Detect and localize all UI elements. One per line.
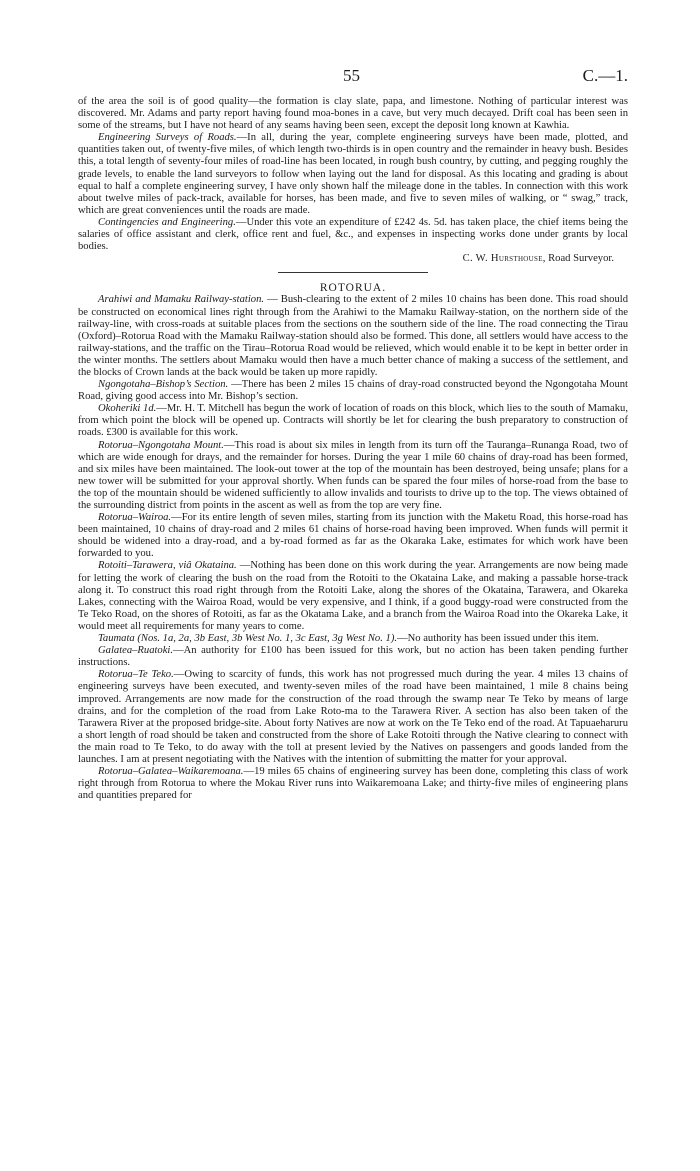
entry-paragraph [78,512,628,560]
entry-heading: Rotorua–Te Teko. [98,669,174,681]
entry-body: —Mr. H. T. Mitchell has begun the work of location of roads on this block, which lies to the south of Mamaku, from which point the block will be opened up. Contracts will shortly be let for clearing the bush preparatory to construction of roads. £300 is available for this work. [78,403,628,439]
entry-paragraph [78,379,628,403]
entry-heading: Rotoiti–Tarawera, viâ Okataina. [98,560,237,572]
section-title: ROTORUA. [319,282,387,295]
section-divider [278,272,428,273]
entry-body: — Bush-clearing to the extent of 2 miles 10 chains has been done. This road should be constructed on economical lines right through from the Arahiwi to the Mamaku Railway-station, on the northern side of the railway-line, with cross-roads at suitable places from the sections on the southern side of the line. The road connecting the Tirau (Oxford)–Rotorua Road with the Mamaku Railway-station should also be formed. This done, all settlers would have access to the railway-stations, and the traffic on the Tirau–Rotorua Road would be relieved, which would enable it to be kept in better order in the winter months. The settlers about Mamaku would then have a much better chance of making a success of the settlement, and the blocks of Crown lands at the back would be taken up more rapidly. [78,294,628,378]
document-reference: C.—1. [582,66,628,85]
entry-heading: Ngongotaha–Bishop’s Section. [98,379,229,391]
entry-heading: Galatea–Ruatoki. [98,645,174,657]
entry-paragraph [78,560,628,633]
body-text [78,96,628,802]
page-header [78,66,628,88]
entry-body: —Owing to scarcity of funds, this work has not progressed much during the year. 4 miles 13 chains of engineering surveys have been executed, and twenty-seven miles of the road have been maintained, 1 mile 8 chains being improved. Arrangements are now made for the construction of the road through the swamp near Te Teko by means of large drains, and for the completion of the road from Lake Roto-ma to the Tarawera River. A section has also been taken of the Tarawera River at the proposed bridge-site. About forty Natives are now at work on the Te Teko end of the road. At Tapuaeharuru a short length of road should be taken and constructed from the shore of Lake Rotoiti through the Native clearing to connect with the main road to Te Teko, to do away with the toll at present levied by the Natives on passengers and goods landed from the launches. I am at present negotiating with the Natives with the intention of submitting the matter for your approval. [78,669,629,765]
paragraph-geology: of the area the soil is of good quality—the formation is clay slate, papa, and limestone. Nothing of particular interest was discovered. Mr. Adams and party report having found moa-bones in a cave, but very much decayed. Drift coal has been seen in some of the streams, but I have not heard of any seams having been seen, except the deposit long known at Kawhia. [78,96,628,132]
entry-body: —Nothing has been done on this work during the year. Arrangements are now being made for letting the work of clearing the bush on the road from the Rotoiti to the Okataina Lake, and making a passable horse-track along it. To construct this road right through from the Rotoiti Lake, along the shores of the Okataina, Tarawera, and Okareka Lakes, connecting with the Wairoa Road, would be very expensive, and I think, if a good buggy-road were constructed from the Te Teko Road, on the shores of Rotoiti, as far as the Okatama Lake, and a branch from the Wairoa Road into the Okareka Lake, it would meet all requirements for many years to come. [78,560,629,632]
entry-body: —An authority for £100 has been issued for this work, but no action has been taken pending further instructions. [78,645,628,669]
document-page [78,66,628,802]
entry-heading: Rotorua–Wairoa. [98,512,172,524]
entry-paragraph [78,645,628,669]
page-number: 55 [343,66,360,85]
entry-paragraph [78,440,628,513]
entry-heading: Rotorua–Ngongotaha Mount. [98,439,224,451]
paragraph-heading: Contingencies and Engineering. [98,216,236,228]
entry-body: —There has been 2 miles 15 chains of dray-road constructed beyond the Ngongotaha Mount Road, giving good access into Mr. Bishop’s section. [78,379,628,403]
paragraph-body: —Under this vote an expenditure of £242 4s. 5d. has taken place, the chief items being the salaries of office assistant and clerk, office rent and fuel, &c., and expenses in inspecting works done under grants by local bodies. [78,216,628,253]
signature [78,253,628,265]
paragraph-heading: Engineering Surveys of Roads. [98,132,237,144]
paragraph-contingencies [78,217,628,253]
entry-body: —19 miles 65 chains of engineering survey has been done, completing this class of work right through from Rotorua to where the Mokau River runs into Waikaremoana Lake; and thirty-five miles of engineering plans and quantities prepared for [78,766,628,802]
entry-paragraph [78,633,628,645]
signature-title: , Road Surveyor. [542,253,614,265]
entry-body: —For its entire length of seven miles, starting from its junction with the Maketu Road, this horse-road has been maintained, 10 chains of dray-road and 2 miles 61 chains of horse-road having been improved. When funds will permit it should be widened into a dray-road, and a by-road formed as far as the Okaraka Lake, estimates for which work have been forwarded to you. [78,512,628,560]
entry-paragraph [78,294,628,379]
entry-paragraph [78,669,628,766]
entry-paragraph [78,403,628,439]
paragraph-body: —In all, during the year, complete engineering surveys have been made, plotted, and quantities taken out, of twenty-five miles, of which length two-thirds is in open country and the remainder in heavy bush. Besides this, a total length of seventy-four miles of road-line has been located, in rough bush country, by cutting, and pegging roughly the grade levels, to enable the land surveyors to follow when laying out the land for disposal. As this locating and grading is about equal to half a complete engineering survey, I have only shown half the mileage done in the tables. In connection with this work about twelve miles of pack-track, available for horses, has been made, and five to seven miles of walking, or “ swag,” track, which are great conveniences until the roads are made. [78,132,628,216]
entry-heading: Arahiwi and Mamaku Railway-station. [98,294,265,306]
entry-heading: Rotorua–Galatea–Waikaremoana. [98,766,244,778]
entry-heading: Taumata (Nos. 1a, 2a, 3b East, 3b West No. 1, 3c East, 3g West No. 1). [98,633,397,645]
paragraph-engineering-surveys [78,132,628,217]
entry-heading: Okoheriki 1d. [98,403,157,415]
entry-body: —No authority has been issued under this item. [397,633,599,645]
signature-name: C. W. Hursthouse [462,253,543,265]
entry-body: —This road is about six miles in length from its turn off the Tauranga–Runanga Road, two of which are wide enough for drays, and the remainder for horses. During the year 1 mile 60 chains of dray-road has been formed, and six miles have been maintained. The look-out tower at the top of the mountain has been destroyed, being unsafe; plans for a new tower will be submitted for your approval shortly. When funds can be spared the four miles of horse-road from the base to the top of the mountain should be widened sufficiently to allow invalids and tourists to drive up to the top. The views obtained of the surrounding district from points in the ascent as well as from the top are very fine. [78,439,628,511]
entry-paragraph [78,766,628,802]
